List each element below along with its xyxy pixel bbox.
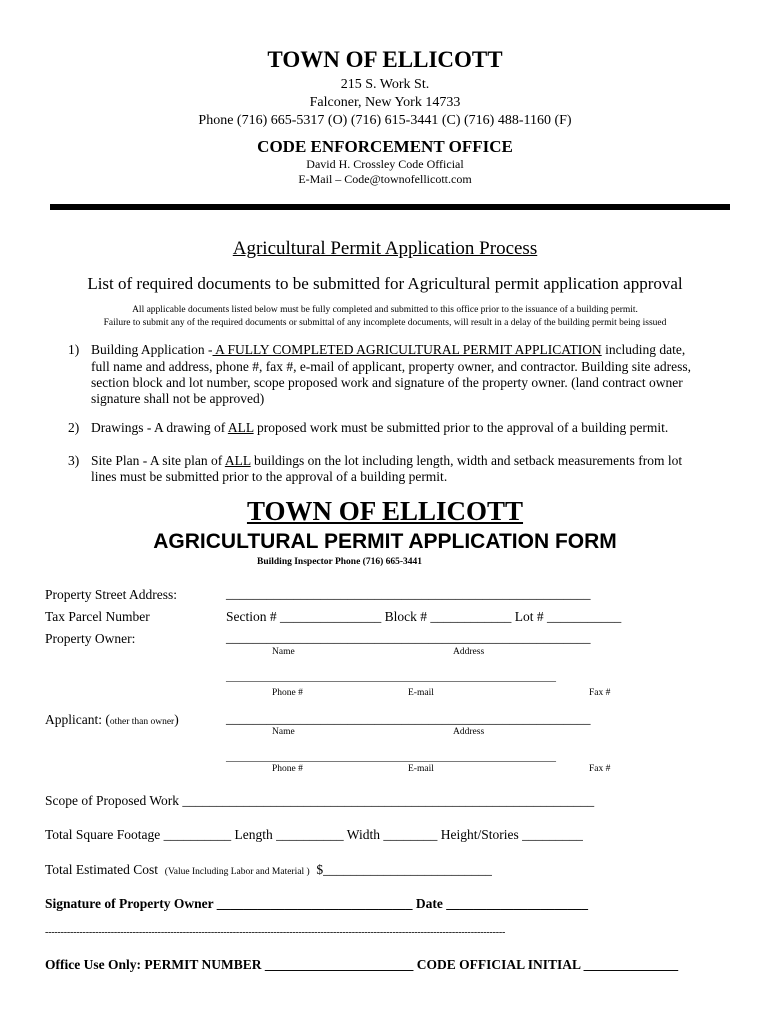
property-address-label: Property Street Address: bbox=[45, 587, 177, 602]
item-3-number: 3) bbox=[68, 453, 80, 468]
applicant-label-note: other than owner bbox=[109, 717, 175, 727]
item-2-tail: proposed work must be submitted prior to the approval of a building permit. bbox=[253, 420, 669, 435]
item-1-number: 1) bbox=[68, 342, 80, 357]
process-note-2: Failure to submit any of the required documents or submittal of any incomplete documents, will result in a delay of the building permit being issued bbox=[103, 318, 667, 328]
process-note-1: All applicable documents listed below must be fully completed and submitted to this office prior to the issuance of a building permit. bbox=[132, 305, 638, 315]
process-subtitle: List of required documents to be submitted for Agricultural permit application approval bbox=[87, 274, 683, 293]
dimensions-fields[interactable]: Total Square Footage __________ Length __________ Width ________ Height/Stories _________ bbox=[45, 827, 583, 842]
scope-of-work-field[interactable]: Scope of Proposed Work _____________________________________________________________ bbox=[45, 793, 595, 808]
property-address-field[interactable]: ______________________________________________________ bbox=[226, 586, 591, 601]
applicant-label-text: Applicant: ( bbox=[45, 712, 110, 727]
item-2-emphasis: ALL bbox=[227, 420, 254, 435]
item-1-tail: including date, bbox=[601, 342, 686, 357]
estimated-cost-field[interactable] bbox=[45, 862, 492, 878]
applicant-phone-caption: Phone # bbox=[272, 764, 303, 774]
item-2-text bbox=[91, 420, 668, 436]
tax-parcel-fields[interactable]: Section # _______________ Block # ____________ Lot # ___________ bbox=[226, 609, 622, 624]
item-3-line-1 bbox=[91, 453, 682, 469]
property-owner-label: Property Owner: bbox=[45, 631, 136, 646]
town-title: TOWN OF ELLICOTT bbox=[267, 47, 503, 72]
item-1-emphasis: A FULLY COMPLETED AGRICULTURAL PERMIT APPLICATION bbox=[212, 342, 602, 357]
estimated-cost-input[interactable]: $_________________________ bbox=[316, 862, 492, 877]
inspector-phone: Building Inspector Phone (716) 665-3441 bbox=[257, 557, 423, 567]
applicant-name-address-field[interactable]: ______________________________________________________ bbox=[226, 711, 591, 726]
header-divider bbox=[50, 204, 730, 210]
item-1-lead: Building Application - bbox=[91, 342, 213, 357]
city-address: Falconer, New York 14733 bbox=[309, 95, 461, 110]
item-1-line-2: full name and address, phone #, fax #, e-mail of applicant, property owner, and contractor. Building site adress, bbox=[91, 359, 692, 374]
signature-date-field[interactable]: Signature of Property Owner _____________________________ Date _____________________ bbox=[45, 896, 588, 911]
item-3-emphasis: ALL bbox=[224, 453, 251, 468]
office-use-fields[interactable]: Office Use Only: PERMIT NUMBER ______________________ CODE OFFICIAL INITIAL ______________ bbox=[45, 957, 679, 972]
applicant-label-close: ) bbox=[174, 712, 179, 727]
owner-phone-caption: Phone # bbox=[272, 688, 303, 698]
item-2-lead: Drawings - A drawing of bbox=[91, 420, 228, 435]
office-use-divider: --------------------------------------------------------------------------------------------------------------------------------------------------- bbox=[45, 927, 506, 938]
owner-email-caption: E-mail bbox=[408, 688, 434, 698]
item-2-number: 2) bbox=[68, 420, 80, 435]
owner-name-caption: Name bbox=[272, 647, 295, 657]
tax-parcel-label: Tax Parcel Number bbox=[45, 609, 150, 624]
owner-fax-caption: Fax # bbox=[589, 688, 611, 698]
applicant-fax-caption: Fax # bbox=[589, 764, 611, 774]
item-3-lead: Site Plan - A site plan of bbox=[91, 453, 225, 468]
item-1-line-3: section block and lot number, scope proposed work and signature of the property owner. (land contract owner bbox=[91, 375, 683, 390]
applicant-address-caption: Address bbox=[453, 727, 485, 737]
street-address: 215 S. Work St. bbox=[340, 77, 430, 92]
item-1-line-4: signature shall not be approved) bbox=[91, 391, 265, 406]
form-title: AGRICULTURAL PERMIT APPLICATION FORM bbox=[153, 530, 617, 553]
office-email: E-Mail – Code@townofellicott.com bbox=[298, 172, 472, 186]
item-3-tail: buildings on the lot including length, width and setback measurements from lot bbox=[250, 453, 683, 468]
owner-address-caption: Address bbox=[453, 647, 485, 657]
office-title: CODE ENFORCEMENT OFFICE bbox=[257, 137, 513, 156]
owner-name-address-field[interactable]: ______________________________________________________ bbox=[226, 630, 591, 645]
estimated-cost-note: (Value Including Labor and Material ) bbox=[164, 867, 310, 877]
owner-contact-field[interactable]: __________________________________________________________________ bbox=[226, 672, 556, 683]
applicant-contact-field[interactable]: __________________________________________________________________ bbox=[226, 752, 556, 763]
applicant-email-caption: E-mail bbox=[408, 764, 434, 774]
form-town-title: TOWN OF ELLICOTT bbox=[246, 496, 524, 526]
item-3-line-2: lines must be submitted prior to the approval of a building permit. bbox=[91, 469, 448, 484]
applicant-label bbox=[45, 712, 179, 728]
phone-numbers: Phone (716) 665-5317 (O) (716) 615-3441 (C) (716) 488-1160 (F) bbox=[198, 113, 572, 128]
item-1-line-1 bbox=[91, 342, 685, 358]
official-name: David H. Crossley Code Official bbox=[306, 157, 464, 171]
applicant-name-caption: Name bbox=[272, 727, 295, 737]
estimated-cost-label: Total Estimated Cost bbox=[45, 862, 159, 877]
process-title: Agricultural Permit Application Process bbox=[232, 238, 538, 259]
